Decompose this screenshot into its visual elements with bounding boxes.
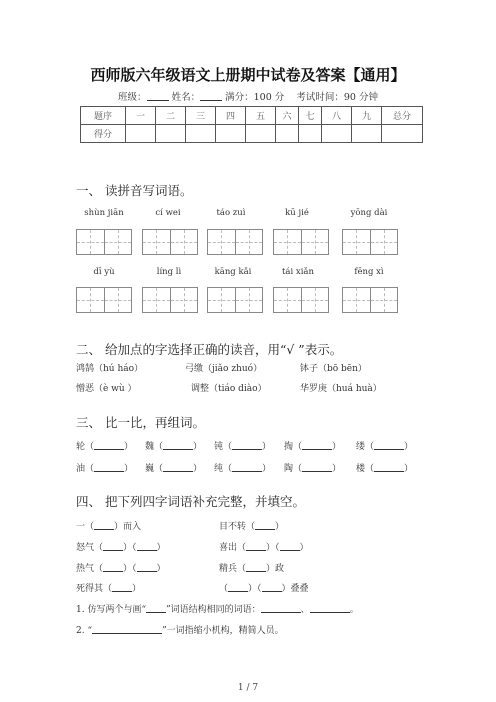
- writing-box[interactable]: [76, 229, 132, 255]
- pronunciation-item[interactable]: 弓缴（jiǎo zhuó）: [185, 364, 263, 374]
- idiom-text: 喜出（: [219, 543, 247, 553]
- answer-blank[interactable]: [280, 541, 300, 551]
- idiom-text: 热气（: [76, 564, 104, 574]
- idiom-item: [219, 581, 309, 594]
- writing-box[interactable]: [273, 229, 329, 255]
- score-cell: [156, 125, 186, 143]
- answer-blank[interactable]: [302, 440, 332, 450]
- compare-char: 轮: [76, 442, 86, 452]
- score-header-cell: 八: [322, 107, 352, 125]
- score-header-cell: 三: [186, 107, 216, 125]
- score-cell: [299, 125, 322, 143]
- answer-blank[interactable]: [103, 562, 123, 572]
- score-cell: [382, 125, 423, 143]
- idiom-text: 精兵（: [219, 564, 247, 574]
- idiom-item: [219, 561, 284, 574]
- name-label: 姓名：: [171, 92, 201, 103]
- idiom-text: ）: [132, 584, 142, 594]
- writing-box[interactable]: [207, 287, 263, 313]
- answer-blank[interactable]: [374, 440, 404, 450]
- idiom-text: ）叠叠: [281, 584, 309, 594]
- idiom-text: ）: [275, 522, 285, 532]
- score-header-cell: 题序: [81, 107, 126, 125]
- score-header-cell: 七: [299, 107, 322, 125]
- idiom-item: [219, 519, 284, 532]
- question-2: [76, 623, 284, 636]
- idiom-text: （: [219, 584, 229, 594]
- writing-box[interactable]: [342, 229, 398, 255]
- compare-item: 轮（ ）: [76, 442, 134, 452]
- pinyin-label: shùn jiān: [84, 208, 124, 218]
- section3-heading: 三、 比一比，再组词。: [76, 415, 205, 430]
- score-cell: [126, 125, 156, 143]
- compare-char: 魏: [145, 442, 155, 452]
- idiom-text: ）（: [123, 543, 137, 553]
- score-table: [80, 106, 423, 143]
- score-row-label: 得分: [81, 125, 126, 143]
- pinyin-label: líng lì: [156, 267, 182, 277]
- answer-blank[interactable]: [112, 582, 132, 592]
- idiom-text: ）: [299, 543, 309, 553]
- question-text: ”一词指缩小机构，精简人员。: [162, 626, 284, 636]
- compare-char: 油: [76, 464, 86, 474]
- answer-blank[interactable]: [302, 462, 332, 472]
- score-cell: [322, 125, 352, 143]
- answer-blank[interactable]: [163, 462, 193, 472]
- question-text: 2. “: [76, 626, 93, 636]
- answer-blank[interactable]: [92, 624, 162, 634]
- score-cell: [216, 125, 246, 143]
- compare-char: 纯: [214, 464, 224, 474]
- answer-blank[interactable]: [228, 582, 248, 592]
- compare-item: 掏（ ）: [284, 442, 342, 452]
- writing-box[interactable]: [76, 287, 132, 313]
- idiom-text: ）而入: [114, 522, 142, 532]
- idiom-text: ）（: [266, 543, 280, 553]
- writing-box[interactable]: [207, 229, 263, 255]
- compare-char: 掏: [284, 442, 294, 452]
- pronunciation-item[interactable]: 钵子（bō bēn）: [300, 364, 367, 374]
- idiom-text: ）: [156, 564, 166, 574]
- idiom-text: ）: [156, 543, 166, 553]
- pronunciation-item[interactable]: 调整（tiáo diào）: [191, 384, 267, 394]
- score-cell: [246, 125, 276, 143]
- compare-item: 楼（ ）: [356, 464, 414, 474]
- pinyin-label: yōng dài: [350, 208, 388, 218]
- idiom-text: 怒气（: [76, 543, 104, 553]
- idiom-item: [76, 581, 141, 594]
- answer-blank[interactable]: [246, 541, 266, 551]
- pronunciation-item[interactable]: 憎恶（è wù ）: [76, 384, 137, 394]
- compare-item: 陶（ ）: [284, 464, 342, 474]
- full-score-label: 满分：100 分: [225, 92, 285, 103]
- question-text: 。: [349, 605, 359, 615]
- compare-char: 巍: [145, 464, 155, 474]
- score-header-cell: 一: [126, 107, 156, 125]
- score-header-cell: 总分: [382, 107, 423, 125]
- answer-blank[interactable]: [232, 462, 262, 472]
- answer-blank[interactable]: [374, 462, 404, 472]
- pronunciation-item[interactable]: 华罗庚（huá huà）: [300, 384, 382, 394]
- pinyin-label: fēng xì: [354, 267, 384, 277]
- section4-heading: 四、 把下列四字词语补充完整，并填空。: [76, 494, 305, 509]
- compare-char: 陶: [284, 464, 294, 474]
- compare-char: 钝: [214, 442, 224, 452]
- compare-item: 缕（ ）: [356, 442, 414, 452]
- pinyin-label: dī yù: [93, 267, 115, 277]
- answer-blank[interactable]: [163, 440, 193, 450]
- compare-item: 魏（ ）: [145, 442, 203, 452]
- pronunciation-item[interactable]: 鸿鹄（hú háo）: [76, 364, 144, 374]
- compare-item: 油（ ）: [76, 464, 134, 474]
- score-table-header-row: [81, 107, 423, 125]
- page-number: 1 / 7: [237, 683, 259, 693]
- question-text: 、: [300, 605, 310, 615]
- section2-heading: 二、 给加点的字选择正确的读音，用“√ ”表示。: [76, 342, 343, 357]
- score-header-cell: 六: [276, 107, 299, 125]
- compare-item: 纯（ ）: [214, 464, 272, 474]
- score-table-score-row: [81, 125, 423, 143]
- answer-blank[interactable]: [94, 520, 114, 530]
- question-1: [76, 602, 359, 615]
- class-label: 班级：: [118, 92, 147, 103]
- idiom-text: 死得其（: [76, 584, 113, 594]
- answer-blank[interactable]: [262, 582, 282, 592]
- section1-heading: 一、 读拼音写词语。: [76, 183, 193, 198]
- idiom-item: [76, 561, 166, 574]
- pinyin-label: kū jié: [285, 208, 309, 218]
- answer-blank[interactable]: [103, 541, 123, 551]
- answer-blank[interactable]: [310, 603, 350, 613]
- pinyin-label: kāng kǎi: [214, 267, 252, 277]
- compare-item: 巍（ ）: [145, 464, 203, 474]
- writing-box[interactable]: [142, 229, 198, 255]
- pinyin-label: tái xiǎn: [282, 267, 314, 277]
- score-header-cell: 四: [216, 107, 246, 125]
- answer-blank: [146, 603, 166, 613]
- exam-info-line: [0, 89, 496, 103]
- score-cell: [186, 125, 216, 143]
- idiom-text: 目不转（: [219, 522, 256, 532]
- answer-blank[interactable]: [137, 541, 157, 551]
- idiom-item: [219, 540, 309, 553]
- name-blank: [200, 90, 222, 101]
- idiom-item: [76, 519, 141, 532]
- score-cell: [352, 125, 382, 143]
- class-blank: [147, 90, 169, 101]
- idiom-text: 一（: [76, 522, 95, 532]
- answer-blank[interactable]: [261, 603, 301, 613]
- idiom-text: ）（: [248, 584, 262, 594]
- compare-char: 楼: [356, 464, 366, 474]
- compare-item: 钝（ ）: [214, 442, 272, 452]
- exam-time-label: 考试时间：90 分钟: [296, 92, 378, 103]
- pinyin-label: cí wei: [155, 208, 181, 218]
- score-header-cell: 二: [156, 107, 186, 125]
- score-header-cell: 五: [246, 107, 276, 125]
- writing-box[interactable]: [273, 287, 329, 313]
- writing-box[interactable]: [142, 287, 198, 313]
- idiom-text: ）政: [266, 564, 285, 574]
- answer-blank[interactable]: [246, 562, 266, 572]
- question-text: ”词语结构相同的词语：: [166, 605, 261, 615]
- score-cell: [276, 125, 299, 143]
- compare-char: 缕: [356, 442, 366, 452]
- answer-blank[interactable]: [94, 462, 124, 472]
- pinyin-label: táo zuì: [216, 208, 246, 218]
- idiom-item: [76, 540, 166, 553]
- question-text: 1. 仿写两个与画“: [76, 605, 147, 615]
- answer-blank[interactable]: [255, 520, 275, 530]
- score-header-cell: 九: [352, 107, 382, 125]
- writing-box[interactable]: [342, 287, 398, 313]
- page-title: 西师版六年级语文上册期中试卷及答案【通用】: [90, 66, 406, 84]
- answer-blank[interactable]: [137, 562, 157, 572]
- answer-blank[interactable]: [94, 440, 124, 450]
- answer-blank[interactable]: [232, 440, 262, 450]
- idiom-text: ）（: [123, 564, 137, 574]
